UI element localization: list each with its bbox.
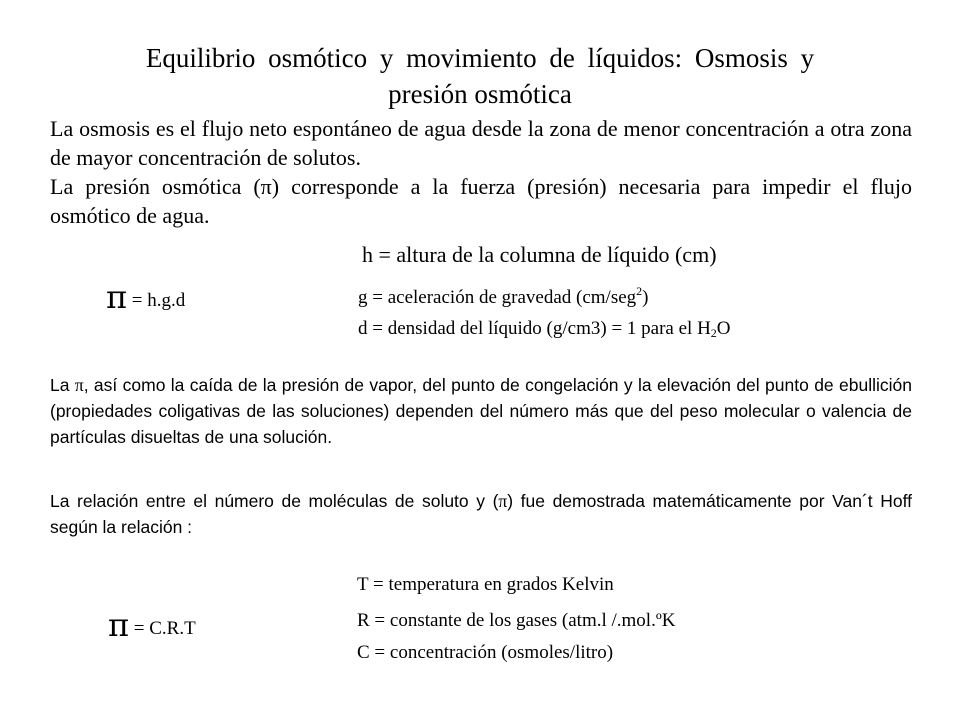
osmotic-pressure-definition: La presión osmótica (π) corresponde a la fuerza (presión) necesaria para impedir el flujo osmótico de agua.	[50, 174, 912, 228]
formula-pi-crt	[108, 606, 196, 644]
pi-symbol: π	[108, 606, 130, 644]
formula-pi-hgd	[106, 278, 185, 316]
d-end: O	[716, 318, 731, 339]
g-close: )	[642, 287, 649, 308]
g-superscript: 2	[636, 284, 643, 298]
title-line-1: Equilibrio osmótico y movimiento de líquidos: Osmosis y	[145, 43, 815, 73]
g-definition	[358, 284, 648, 309]
h-definition: h = altura de la columna de líquido (cm)	[362, 242, 717, 267]
d-subscript: 2	[710, 326, 717, 340]
formula-text: = h.g.d	[127, 290, 186, 311]
vanthoff-text-rest: ) fue demostrada matemáticamente por Van´t Hoff según la relación :	[50, 491, 912, 537]
pi-symbol-inline: π	[74, 375, 84, 395]
pi-symbol-inline: π	[498, 491, 508, 511]
d-definition-text: d = densidad del líquido (g/cm3) = 1 para el H	[358, 318, 711, 339]
d-definition	[358, 318, 731, 341]
colligative-text-start: La	[50, 375, 75, 395]
osmosis-definition: La osmosis es el flujo neto espontáneo de agua desde la zona de menor concentración a otra zona de mayor concentración de solutos.	[50, 116, 912, 170]
r-definition: R = constante de los gases (atm.l /.mol.ºK	[357, 610, 676, 631]
title-line-2: presión osmótica	[388, 79, 572, 109]
vanthoff-paragraph	[50, 488, 912, 540]
pi-symbol: π	[106, 278, 128, 316]
colligative-text-rest: , así como la caída de la presión de vapor, del punto de congelación y la elevación del punto de ebullición (propiedades coligativas de las soluciones) dependen del número más que del peso molecular o valencia de partículas disueltas de una solución.	[50, 375, 912, 447]
t-definition: T = temperatura en grados Kelvin	[357, 574, 614, 595]
page-title	[60, 40, 900, 112]
c-definition: C = concentración (osmoles/litro)	[357, 642, 614, 663]
formula-text: = C.R.T	[129, 618, 196, 639]
vanthoff-text-start: La relación entre el número de moléculas de soluto y (	[50, 491, 499, 511]
colligative-paragraph	[50, 372, 912, 450]
g-definition-text: g = aceleración de gravedad (cm/seg	[358, 287, 637, 308]
